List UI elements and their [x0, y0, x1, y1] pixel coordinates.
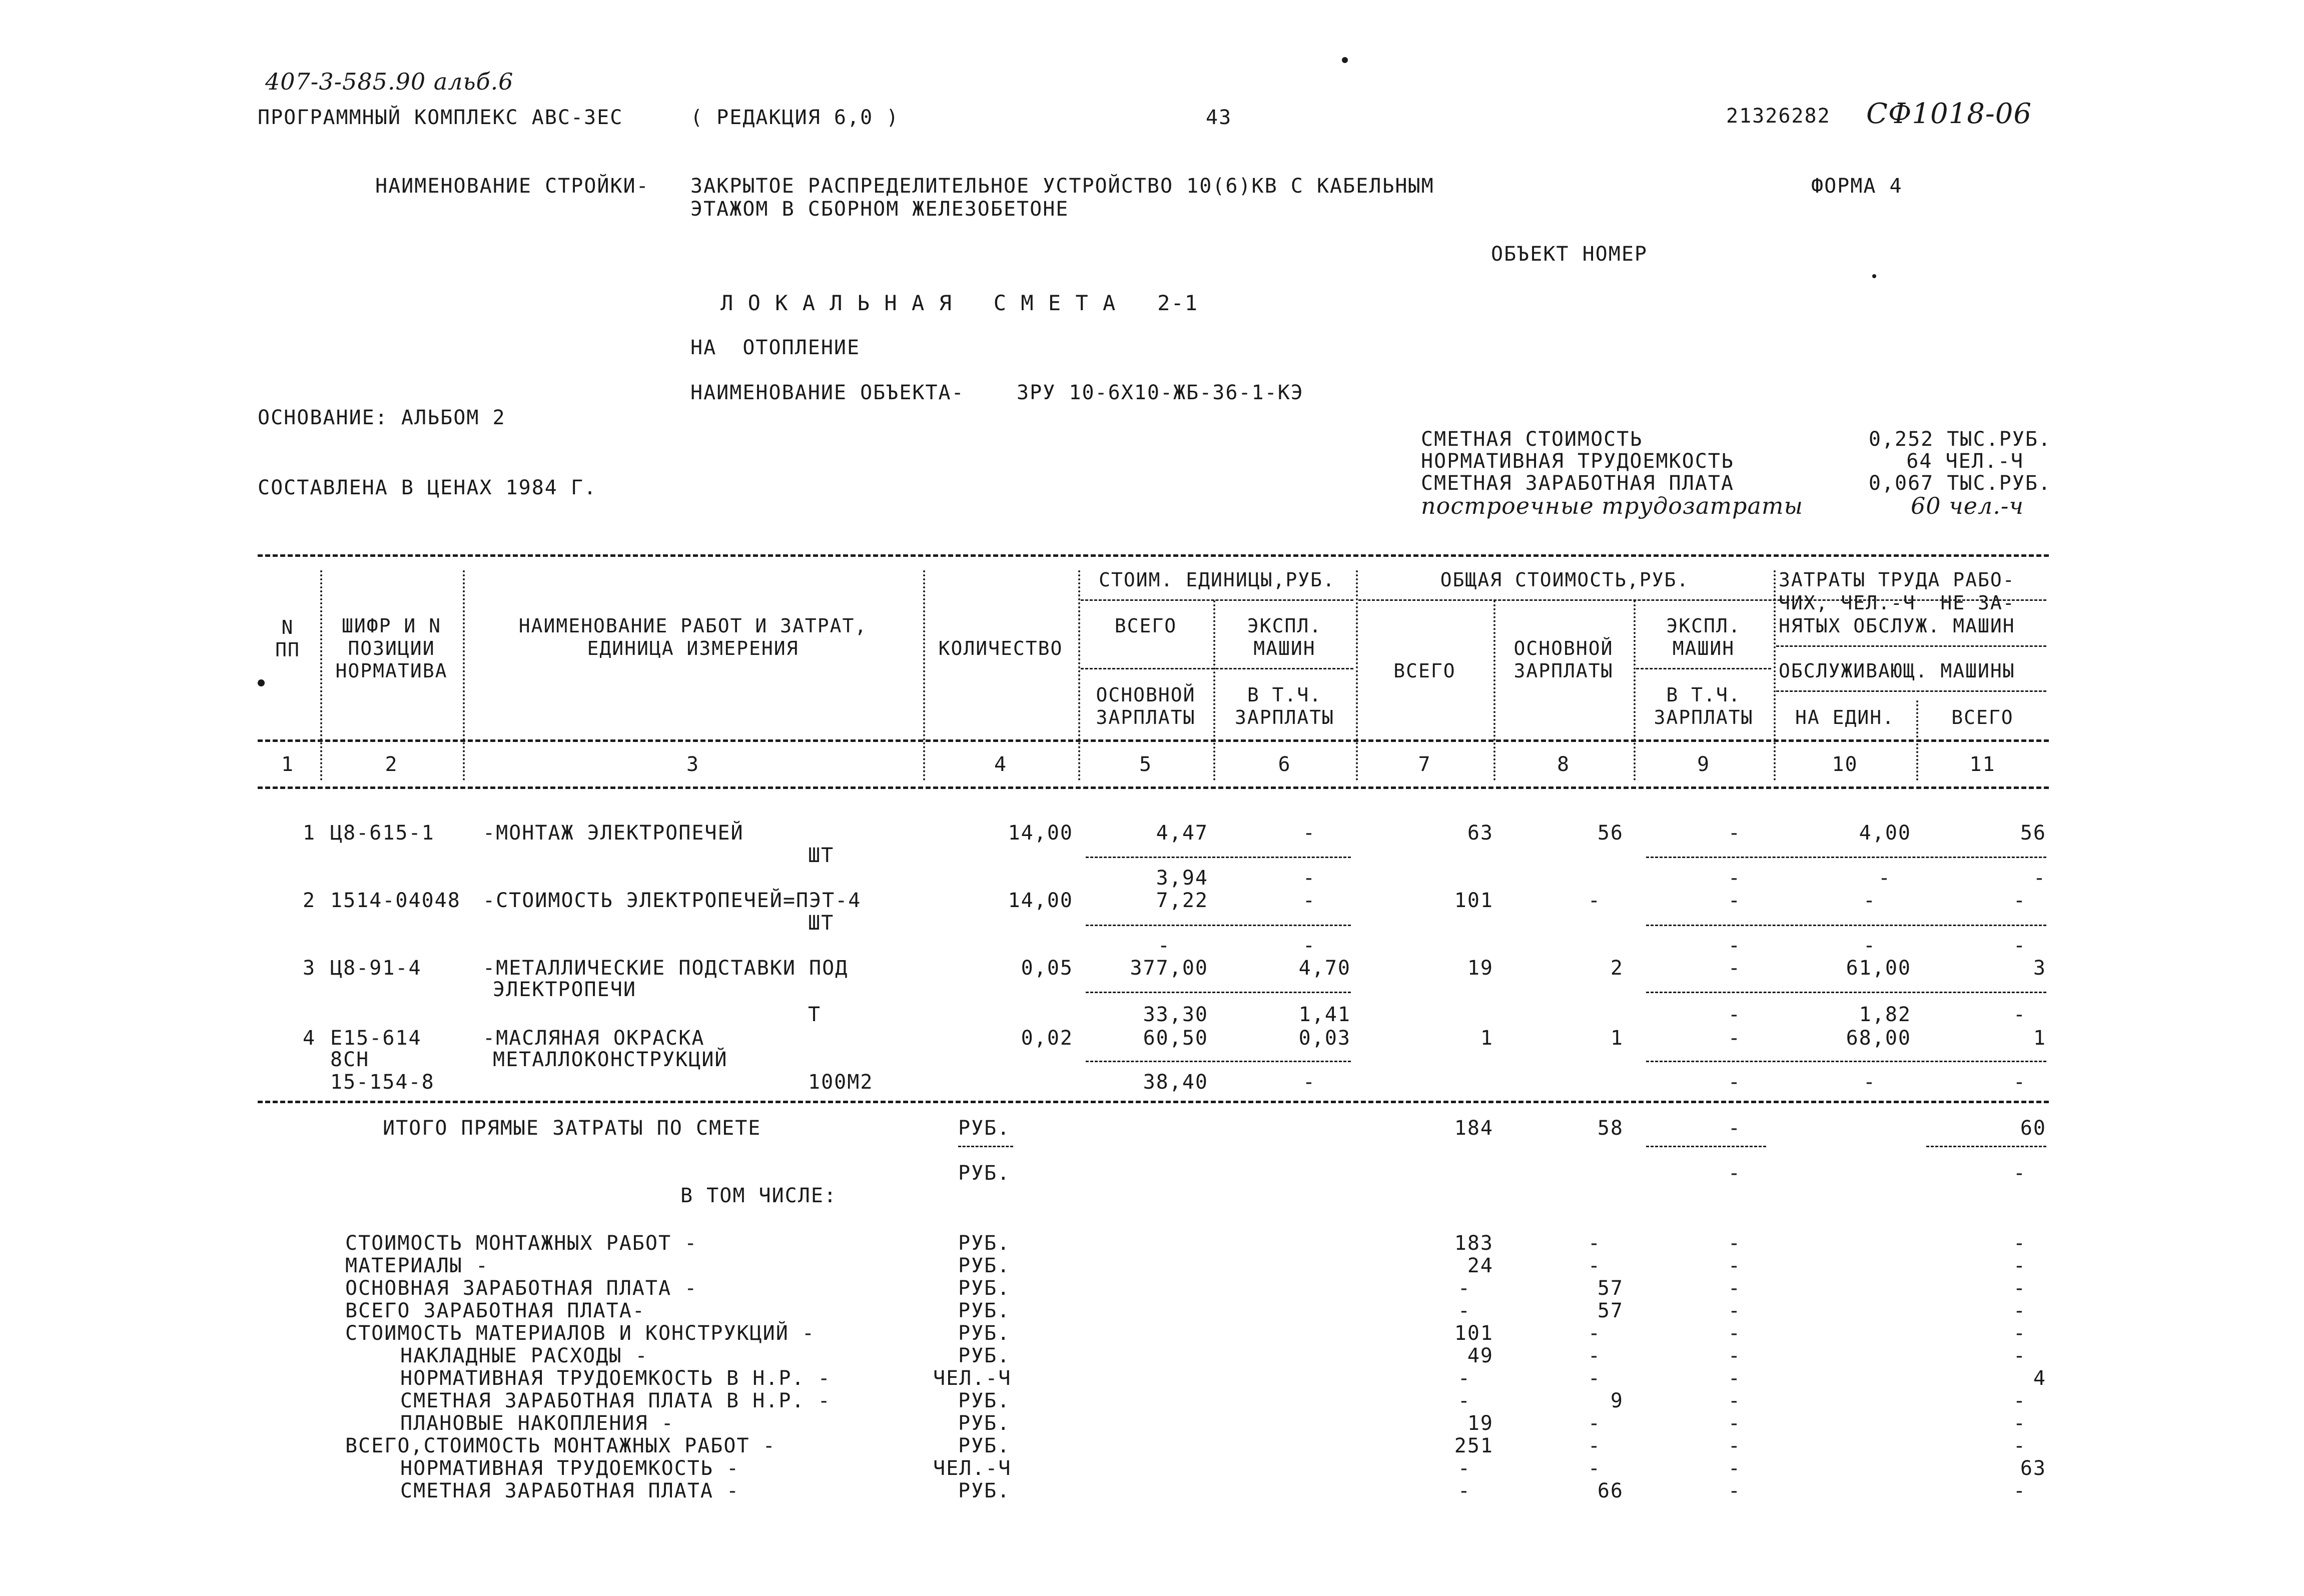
totals-unit: РУБ.	[958, 1117, 1011, 1140]
row-code: 8СН	[330, 1048, 370, 1071]
row-labor-machines-per-unit: -	[1863, 1071, 1876, 1094]
col-header-qty: КОЛИЧЕСТВО	[938, 637, 1063, 659]
row-name: -МАСЛЯНАЯ ОКРАСКА	[483, 1027, 705, 1050]
breakdown-base-wage: 57	[1597, 1277, 1624, 1300]
row-total-base-wage: 1	[1610, 1027, 1624, 1050]
row-qty: 0,05	[1021, 957, 1073, 980]
row-total-machines: -	[1728, 1027, 1741, 1050]
object-name: НАИМЕНОВАНИЕ ОБЪЕКТА- ЗРУ 10-6Х10-ЖБ-36-1-КЭ	[690, 381, 1304, 404]
breakdown-unit: РУБ.	[958, 1254, 1011, 1277]
row-total-base-wage: 2	[1610, 957, 1624, 980]
row-unit-machines: -	[1302, 889, 1316, 912]
breakdown-base-wage: -	[1588, 1254, 1601, 1277]
row-name: МЕТАЛЛОКОНСТРУКЦИЙ	[493, 1048, 728, 1071]
row-unit: ШТ	[808, 844, 835, 867]
unit-incl-wage-header: В Т.Ч.	[1247, 684, 1322, 706]
col-header-n: ПП	[275, 639, 300, 661]
row-unit-incl-wage: 1,41	[1298, 1003, 1351, 1026]
summary-label: СМЕТНАЯ СТОИМОСТЬ	[1421, 428, 1643, 451]
header-inner-rule	[1081, 668, 1353, 669]
row-labor-per-unit: 4,00	[1859, 822, 1911, 845]
row-unit-base-wage: 33,30	[1143, 1003, 1208, 1026]
scan-speck	[1342, 57, 1348, 63]
breakdown-label: НОРМАТИВНАЯ ТРУДОЕМКОСТЬ В Н.Р. -	[400, 1367, 831, 1390]
row-total-incl-wage: -	[1728, 934, 1741, 957]
total-machines-header: МАШИН	[1672, 637, 1735, 659]
row-labor-per-unit: 61,00	[1846, 957, 1911, 980]
breakdown-total: -	[1457, 1299, 1471, 1322]
labor-per-unit-header: НА ЕДИН.	[1795, 706, 1895, 728]
breakdown-unit: РУБ.	[958, 1479, 1011, 1502]
row-labor-per-unit: -	[1863, 889, 1876, 912]
labor-header: ЧИХ, ЧЕЛ.-Ч НЕ ЗА-	[1779, 592, 2015, 614]
row-subrule	[1086, 1061, 1351, 1062]
breakdown-labor: -	[2013, 1344, 2026, 1367]
row-labor-machines-total: -	[2033, 867, 2046, 890]
breakdown-labor: -	[2013, 1299, 2026, 1322]
totals-label: ИТОГО ПРЯМЫЕ ЗАТРАТЫ ПО СМЕТЕ	[383, 1117, 761, 1140]
breakdown-label: ВСЕГО,СТОИМОСТЬ МОНТАЖНЫХ РАБОТ -	[345, 1434, 776, 1457]
breakdown-unit: РУБ.	[958, 1232, 1011, 1255]
summary-label: построечные трудозатраты	[1421, 492, 1803, 519]
breakdown-label: СМЕТНАЯ ЗАРАБОТНАЯ ПЛАТА В Н.Р. -	[400, 1389, 831, 1412]
estimate-title: Л О К А Л Ь Н А Я С М Е Т А 2-1	[720, 291, 1199, 315]
totals-subrule	[1646, 1146, 1766, 1147]
col-header-name: НАИМЕНОВАНИЕ РАБОТ И ЗАТРАТ,	[518, 615, 868, 637]
col-divider	[1213, 600, 1215, 780]
col-header-code: ПОЗИЦИИ	[348, 637, 435, 659]
breakdown-labor: -	[2013, 1232, 2026, 1255]
breakdown-machines: -	[1728, 1344, 1741, 1367]
totals-base-wage: 58	[1597, 1117, 1624, 1140]
row-total-base-wage: 56	[1597, 822, 1624, 845]
total-base-wage-header: ОСНОВНОЙ	[1513, 637, 1614, 659]
row-subrule	[1646, 992, 2046, 993]
row-unit-incl-wage: -	[1302, 867, 1316, 890]
row-code: Е15-614	[330, 1027, 422, 1050]
col-divider	[1493, 600, 1495, 780]
col-number: 9	[1697, 753, 1711, 776]
col-header-code: ШИФР И N	[341, 615, 442, 637]
row-code: 15-154-8	[330, 1071, 435, 1094]
row-total-incl-wage: -	[1728, 867, 1741, 890]
header-inner-rule	[1776, 645, 2046, 647]
breakdown-machines: -	[1728, 1232, 1741, 1255]
breakdown-unit: РУБ.	[958, 1434, 1011, 1457]
row-labor-machines-total: -	[2013, 1003, 2026, 1026]
col-header-code: НОРМАТИВА	[335, 660, 448, 682]
col-number: 8	[1557, 753, 1571, 776]
breakdown-base-wage: -	[1588, 1457, 1601, 1480]
breakdown-unit: ЧЕЛ.-Ч	[933, 1367, 1012, 1390]
col-divider	[1774, 570, 1776, 780]
page-number: 43	[1206, 106, 1232, 129]
breakdown-unit: ЧЕЛ.-Ч	[933, 1457, 1012, 1480]
row-total-base-wage: -	[1588, 889, 1601, 912]
row-total-incl-wage: -	[1728, 1003, 1741, 1026]
col-header-name: ЕДИНИЦА ИЗМЕРЕНИЯ	[587, 637, 799, 659]
row-name: ЭЛЕКТРОПЕЧИ	[493, 978, 636, 1001]
breakdown-label: ВСЕГО ЗАРАБОТНАЯ ПЛАТА-	[345, 1299, 645, 1322]
col-divider	[1078, 570, 1080, 780]
breakdown-machines: -	[1728, 1299, 1741, 1322]
row-labor-total: -	[2013, 889, 2026, 912]
row-total-incl-wage: -	[1728, 1071, 1741, 1094]
basis: ОСНОВАНИЕ: АЛЬБОМ 2	[258, 406, 506, 429]
row-labor-machines-per-unit: 1,82	[1859, 1003, 1911, 1026]
row-labor-per-unit: 68,00	[1846, 1027, 1911, 1050]
col-number: 3	[686, 753, 700, 776]
col-divider	[1634, 600, 1636, 780]
colnum-bottom-rule	[258, 786, 2049, 789]
table-top-rule	[258, 554, 2049, 557]
row-unit-machines: 0,03	[1298, 1027, 1351, 1050]
breakdown-machines: -	[1728, 1479, 1741, 1502]
row-code: Ц8-615-1	[330, 822, 435, 845]
breakdown-label: СМЕТНАЯ ЗАРАБОТНАЯ ПЛАТА -	[400, 1479, 740, 1502]
row-unit: Т	[808, 1003, 822, 1026]
row-subrule	[1086, 857, 1351, 858]
breakdown-label: ОСНОВНАЯ ЗАРАБОТНАЯ ПЛАТА -	[345, 1277, 698, 1300]
breakdown-unit: РУБ.	[958, 1389, 1011, 1412]
breakdown-labor: -	[2013, 1254, 2026, 1277]
unit-total-header: ВСЕГО	[1114, 615, 1177, 637]
breakdown-unit: РУБ.	[958, 1299, 1011, 1322]
breakdown-labor: 63	[2020, 1457, 2046, 1480]
album-reference: 407-3-585.90 альб.6	[265, 68, 514, 95]
construction-name-line2: ЭТАЖОМ В СБОРНОМ ЖЕЛЕЗОБЕТОНЕ	[690, 198, 1069, 221]
col-number: 11	[1969, 753, 1996, 776]
row-labor-machines-per-unit: -	[1863, 934, 1876, 957]
program-name: ПРОГРАММНЫЙ КОМПЛЕКС АВС-ЗЕС	[258, 106, 623, 129]
unit-machines-header: МАШИН	[1253, 637, 1316, 659]
row-labor-total: 56	[2020, 822, 2046, 845]
row-subrule	[1086, 925, 1351, 926]
total-incl-wage-header: ЗАРПЛАТЫ	[1654, 706, 1754, 728]
row-qty: 14,00	[1008, 889, 1073, 912]
row-total: 101	[1454, 889, 1493, 912]
estimate-subject: НА ОТОПЛЕНИЕ	[690, 336, 861, 359]
labor-machines-header: ОБСЛУЖИВАЮЩ. МАШИНЫ	[1779, 660, 2015, 682]
row-unit-total: 377,00	[1130, 957, 1208, 980]
header-inner-rule	[1081, 599, 1353, 601]
including-label: В ТОМ ЧИСЛЕ:	[680, 1184, 837, 1207]
row-labor-machines-per-unit: -	[1878, 867, 1891, 890]
row-qty: 0,02	[1021, 1027, 1073, 1050]
totals-machines: -	[1728, 1117, 1741, 1140]
row-number: 1	[303, 822, 316, 845]
summary-label: НОРМАТИВНАЯ ТРУДОЕМКОСТЬ	[1421, 450, 1734, 473]
row-qty: 14,00	[1008, 822, 1073, 845]
summary-value: 0,252 ТЫС.РУБ.	[1868, 428, 2051, 451]
breakdown-base-wage: -	[1588, 1232, 1601, 1255]
row-total-machines: -	[1728, 957, 1741, 980]
form-label: ФОРМА 4	[1811, 175, 1903, 198]
row-unit: ШТ	[808, 912, 835, 935]
row-subrule	[1086, 992, 1351, 993]
row-unit-machines: -	[1302, 822, 1316, 845]
labor-header: ЗАТРАТЫ ТРУДА РАБО-	[1779, 569, 2015, 591]
breakdown-labor: 4	[2033, 1367, 2046, 1390]
row-total-machines: -	[1728, 822, 1741, 845]
row-number: 3	[303, 957, 316, 980]
breakdown-machines: -	[1728, 1277, 1741, 1300]
document-code: 21326282	[1726, 105, 1831, 128]
breakdown-base-wage: 66	[1597, 1479, 1624, 1502]
construction-label: НАИМЕНОВАНИЕ СТРОЙКИ-	[375, 175, 649, 198]
breakdown-base-wage: 9	[1610, 1389, 1624, 1412]
row-code: Ц8-91-4	[330, 957, 422, 980]
row-code: 1514-04048	[330, 889, 461, 912]
row-unit: 100М2	[808, 1071, 874, 1094]
breakdown-machines: -	[1728, 1322, 1741, 1345]
unit-incl-wage-header: ЗАРПЛАТЫ	[1234, 706, 1335, 728]
unit-cost-header: СТОИМ. ЕДИНИЦЫ,РУБ.	[1099, 569, 1335, 591]
col-number: 6	[1278, 753, 1291, 776]
row-unit-total: 60,50	[1143, 1027, 1208, 1050]
breakdown-total: 19	[1467, 1412, 1493, 1435]
totals-unit: РУБ.	[958, 1162, 1011, 1185]
col-number: 10	[1832, 753, 1858, 776]
breakdown-total: 49	[1467, 1344, 1493, 1367]
breakdown-labor: -	[2013, 1434, 2026, 1457]
total-incl-wage-header: В Т.Ч.	[1666, 684, 1741, 706]
col-number: 2	[385, 753, 398, 776]
breakdown-unit: РУБ.	[958, 1412, 1011, 1435]
col-divider	[1916, 700, 1918, 780]
total-machines-header: ЭКСПЛ.	[1666, 615, 1741, 637]
row-unit-total: 7,22	[1156, 889, 1208, 912]
row-total-machines: -	[1728, 889, 1741, 912]
row-unit-incl-wage: -	[1302, 1071, 1316, 1094]
total-total-header: ВСЕГО	[1393, 660, 1456, 682]
summary-label: СМЕТНАЯ ЗАРАБОТНАЯ ПЛАТА	[1421, 472, 1734, 495]
totals-labor: 60	[2020, 1117, 2046, 1140]
col-divider	[463, 570, 465, 780]
breakdown-labor: -	[2013, 1322, 2026, 1345]
totals-labor-machines: -	[2013, 1162, 2026, 1185]
labor-total-header: ВСЕГО	[1951, 706, 2014, 728]
breakdown-total: 251	[1454, 1434, 1493, 1457]
unit-base-wage-header: ЗАРПЛАТЫ	[1096, 706, 1196, 728]
breakdown-machines: -	[1728, 1412, 1741, 1435]
row-number: 4	[303, 1027, 316, 1050]
breakdown-label: НАКЛАДНЫЕ РАСХОДЫ -	[400, 1344, 648, 1367]
edition: ( РЕДАКЦИЯ 6,0 )	[690, 106, 900, 129]
row-labor-machines-total: -	[2013, 934, 2026, 957]
summary-value: 60 чел.-ч	[1910, 492, 2024, 519]
breakdown-label: НОРМАТИВНАЯ ТРУДОЕМКОСТЬ -	[400, 1457, 740, 1480]
breakdown-base-wage: 57	[1597, 1299, 1624, 1322]
col-number: 1	[281, 753, 295, 776]
breakdown-total: -	[1457, 1389, 1471, 1412]
scan-speck	[258, 679, 265, 686]
row-total: 1	[1480, 1027, 1493, 1050]
total-cost-header: ОБЩАЯ СТОИМОСТЬ,РУБ.	[1440, 569, 1690, 591]
breakdown-total: -	[1457, 1479, 1471, 1502]
col-number: 4	[994, 753, 1008, 776]
breakdown-base-wage: -	[1588, 1434, 1601, 1457]
scan-speck	[1872, 274, 1876, 278]
col-header-n: N	[281, 616, 294, 638]
row-subrule	[1646, 1061, 2046, 1062]
col-divider	[1356, 570, 1358, 780]
breakdown-base-wage: -	[1588, 1367, 1601, 1390]
row-unit-base-wage: 38,40	[1143, 1071, 1208, 1094]
row-subrule	[1646, 857, 2046, 858]
construction-name-line1: ЗАКРЫТОЕ РАСПРЕДЕЛИТЕЛЬНОЕ УСТРОЙСТВО 10(6)КВ С КАБЕЛЬНЫМ	[690, 175, 1434, 198]
labor-header: НЯТЫХ ОБСЛУЖ. МАШИН	[1779, 615, 2015, 637]
breakdown-label: МАТЕРИАЛЫ -	[345, 1254, 489, 1277]
object-number: ОБЪЕКТ НОМЕР	[1491, 243, 1648, 266]
breakdown-total: 183	[1454, 1232, 1493, 1255]
row-name: -МЕТАЛЛИЧЕСКИЕ ПОДСТАВКИ ПОД	[483, 957, 849, 980]
row-name: -СТОИМОСТЬ ЭЛЕКТРОПЕЧЕЙ=ПЭТ-4	[483, 889, 862, 912]
breakdown-machines: -	[1728, 1389, 1741, 1412]
row-unit-base-wage: 3,94	[1156, 867, 1208, 890]
breakdown-unit: РУБ.	[958, 1344, 1011, 1367]
price-level: СОСТАВЛЕНА В ЦЕНАХ 1984 Г.	[258, 476, 597, 499]
breakdown-label: СТОИМОСТЬ МАТЕРИАЛОВ И КОНСТРУКЦИЙ -	[345, 1322, 815, 1345]
sheet-code: СФ1018-06	[1866, 98, 2032, 130]
breakdown-machines: -	[1728, 1367, 1741, 1390]
breakdown-total: 24	[1467, 1254, 1493, 1277]
col-number: 5	[1139, 753, 1153, 776]
totals-subrule	[958, 1146, 1013, 1147]
breakdown-unit: РУБ.	[958, 1277, 1011, 1300]
summary-value: 64 ЧЕЛ.-Ч	[1906, 450, 2024, 473]
row-labor-machines-total: -	[2013, 1071, 2026, 1094]
unit-machines-header: ЭКСПЛ.	[1247, 615, 1322, 637]
breakdown-labor: -	[2013, 1412, 2026, 1435]
breakdown-label: СТОИМОСТЬ МОНТАЖНЫХ РАБОТ -	[345, 1232, 698, 1255]
row-unit-total: 4,47	[1156, 822, 1208, 845]
totals-total: 184	[1454, 1117, 1493, 1140]
breakdown-total: -	[1457, 1367, 1471, 1390]
total-base-wage-header: ЗАРПЛАТЫ	[1513, 660, 1614, 682]
breakdown-total: 101	[1454, 1322, 1493, 1345]
breakdown-unit: РУБ.	[958, 1322, 1011, 1345]
breakdown-total: -	[1457, 1457, 1471, 1480]
breakdown-machines: -	[1728, 1434, 1741, 1457]
breakdown-label: ПЛАНОВЫЕ НАКОПЛЕНИЯ -	[400, 1412, 674, 1435]
row-labor-total: 1	[2033, 1027, 2046, 1050]
breakdown-labor: -	[2013, 1479, 2026, 1502]
row-subrule	[1646, 925, 2046, 926]
row-labor-total: 3	[2033, 957, 2046, 980]
row-unit-base-wage: -	[1157, 934, 1171, 957]
breakdown-base-wage: -	[1588, 1344, 1601, 1367]
totals-subrule	[1926, 1146, 2046, 1147]
breakdown-labor: -	[2013, 1277, 2026, 1300]
breakdown-labor: -	[2013, 1389, 2026, 1412]
row-total: 63	[1467, 822, 1493, 845]
header-inner-rule	[1776, 690, 2046, 692]
breakdown-base-wage: -	[1588, 1322, 1601, 1345]
row-unit-incl-wage: -	[1302, 934, 1316, 957]
summary-value: 0,067 ТЫС.РУБ.	[1868, 472, 2051, 495]
totals-incl-wage: -	[1728, 1162, 1741, 1185]
row-total: 19	[1467, 957, 1493, 980]
header-bottom-rule	[258, 739, 2049, 742]
breakdown-machines: -	[1728, 1457, 1741, 1480]
breakdown-machines: -	[1728, 1254, 1741, 1277]
row-number: 2	[303, 889, 316, 912]
row-name: -МОНТАЖ ЭЛЕКТРОПЕЧЕЙ	[483, 822, 744, 845]
breakdown-total: -	[1457, 1277, 1471, 1300]
breakdown-base-wage: -	[1588, 1412, 1601, 1435]
col-divider	[923, 570, 925, 780]
rows-bottom-rule	[258, 1101, 2049, 1103]
header-inner-rule	[1636, 668, 1771, 669]
unit-base-wage-header: ОСНОВНОЙ	[1096, 684, 1196, 706]
col-number: 7	[1418, 753, 1431, 776]
row-unit-machines: 4,70	[1298, 957, 1351, 980]
col-divider	[320, 570, 322, 780]
